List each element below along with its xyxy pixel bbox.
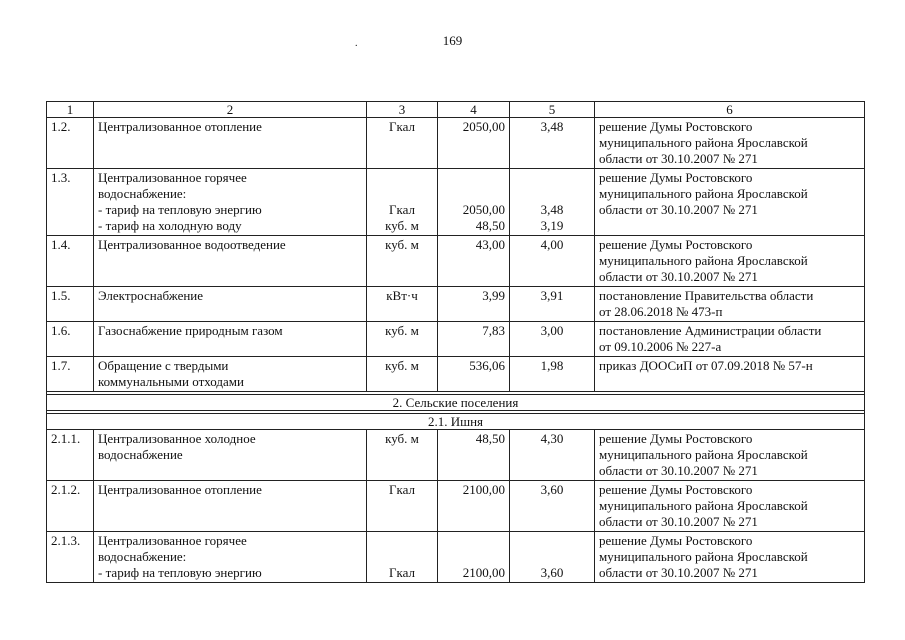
value-col4: 2050,00 48,50: [438, 169, 510, 236]
service-name: Централизованное горячее водоснабжение: - тариф на тепловую энергию - тариф на холодную воду: [94, 169, 367, 236]
service-name: Газоснабжение природным газом: [94, 322, 367, 357]
row-number: 2.1.1.: [47, 430, 94, 481]
table-row: [47, 532, 865, 583]
service-name: Централизованное водоотведение: [94, 236, 367, 287]
value-col5: 4,30: [510, 430, 595, 481]
value-col4: 2050,00: [438, 118, 510, 169]
value-col4: 43,00: [438, 236, 510, 287]
section-row: [47, 395, 865, 411]
table-row: [47, 357, 865, 392]
legal-basis: решение Думы Ростовского муниципального района Ярославской области от 30.10.2007 № 271: [595, 532, 865, 583]
table-row: [47, 481, 865, 532]
scan-speck: .: [355, 38, 358, 49]
row-number: 2.1.3.: [47, 532, 94, 583]
value-col4: 2100,00: [438, 481, 510, 532]
service-name: Централизованное отопление: [94, 118, 367, 169]
service-name: Централизованное горячее водоснабжение: - тариф на тепловую энергию: [94, 532, 367, 583]
col-header-6: 6: [595, 102, 865, 118]
value-col4: 3,99: [438, 287, 510, 322]
legal-basis: решение Думы Ростовского муниципального района Ярославской области от 30.10.2007 № 271: [595, 236, 865, 287]
value-col5: 3,60: [510, 481, 595, 532]
service-name: Обращение с твердыми коммунальными отходами: [94, 357, 367, 392]
service-name: Централизованное холодное водоснабжение: [94, 430, 367, 481]
legal-basis: решение Думы Ростовского муниципального района Ярославской области от 30.10.2007 № 271: [595, 481, 865, 532]
legal-basis: постановление Администрации области от 09.10.2006 № 227-а: [595, 322, 865, 357]
row-number: 2.1.2.: [47, 481, 94, 532]
row-number: 1.4.: [47, 236, 94, 287]
value-col5: 4,00: [510, 236, 595, 287]
value-col5: 3,00: [510, 322, 595, 357]
value-col5: 3,48 3,19: [510, 169, 595, 236]
row-number: 1.2.: [47, 118, 94, 169]
value-col5: 3,60: [510, 532, 595, 583]
col-header-3: 3: [367, 102, 438, 118]
page-number: 169: [442, 33, 463, 48]
table-row: [47, 322, 865, 357]
value-col4: 7,83: [438, 322, 510, 357]
value-col5: 3,48: [510, 118, 595, 169]
subsection-heading: 2.1. Ишня: [47, 414, 865, 430]
subsection-row: [47, 414, 865, 430]
table-row: [47, 430, 865, 481]
legal-basis: постановление Правительства области от 28.06.2018 № 473-п: [595, 287, 865, 322]
table-row: [47, 287, 865, 322]
table-row: [47, 236, 865, 287]
col-header-2: 2: [94, 102, 367, 118]
legal-basis: решение Думы Ростовского муниципального района Ярославской области от 30.10.2007 № 271: [595, 430, 865, 481]
legal-basis: решение Думы Ростовского муниципального района Ярославской области от 30.10.2007 № 271: [595, 118, 865, 169]
table-row: [47, 118, 865, 169]
section-heading: 2. Сельские поселения: [47, 395, 865, 411]
column-number-row: [47, 102, 865, 118]
value-col5: 1,98: [510, 357, 595, 392]
unit: Гкал куб. м: [367, 169, 438, 236]
table-row: [47, 169, 865, 236]
value-col5: 3,91: [510, 287, 595, 322]
col-header-5: 5: [510, 102, 595, 118]
value-col4: 2100,00: [438, 532, 510, 583]
row-number: 1.3.: [47, 169, 94, 236]
service-name: Электроснабжение: [94, 287, 367, 322]
unit: куб. м: [367, 236, 438, 287]
legal-basis: приказ ДООСиП от 07.09.2018 № 57-н: [595, 357, 865, 392]
row-number: 1.7.: [47, 357, 94, 392]
unit: куб. м: [367, 430, 438, 481]
service-name: Централизованное отопление: [94, 481, 367, 532]
col-header-1: 1: [47, 102, 94, 118]
row-number: 1.6.: [47, 322, 94, 357]
col-header-4: 4: [438, 102, 510, 118]
legal-basis: решение Думы Ростовского муниципального района Ярославской области от 30.10.2007 № 271: [595, 169, 865, 236]
unit: куб. м: [367, 322, 438, 357]
tariff-table: [46, 101, 865, 583]
unit: кВт·ч: [367, 287, 438, 322]
unit: Гкал: [367, 481, 438, 532]
unit: Гкал: [367, 118, 438, 169]
unit: куб. м: [367, 357, 438, 392]
unit: Гкал: [367, 532, 438, 583]
row-number: 1.5.: [47, 287, 94, 322]
value-col4: 536,06: [438, 357, 510, 392]
value-col4: 48,50: [438, 430, 510, 481]
